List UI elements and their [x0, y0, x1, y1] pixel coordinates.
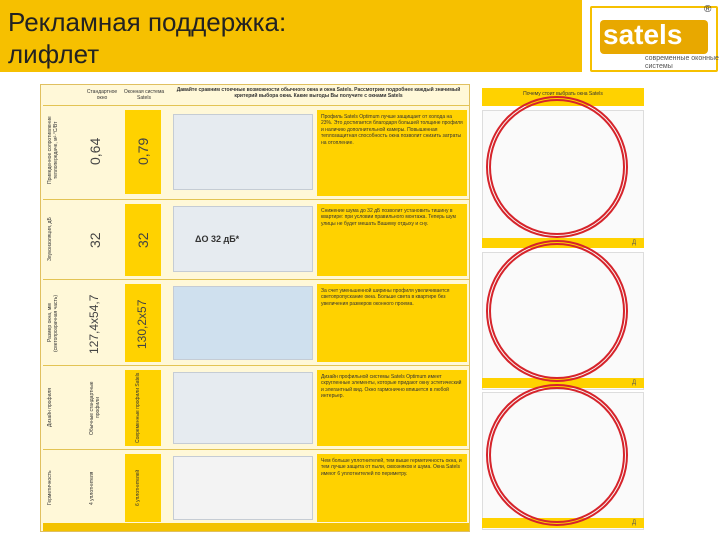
back-sign-2: Д [632, 380, 637, 386]
slide-title-line2: лифлет [8, 39, 100, 69]
leaflet-front [40, 84, 470, 532]
satels-value: 130,2х57 [135, 299, 149, 349]
leaflet-bottom-bar [43, 523, 469, 531]
row-thermal [43, 105, 469, 199]
standard-value: 127,4х54,7 [87, 294, 101, 354]
row-description: Профиль Satels Optimum лучше защищает от холода на 23%. Это достигается благодаря большей толщине профиля и наличию дополнительной камеры. Повышенная теплозащитная способность окна позволит снизить затраты на отопление. [317, 110, 467, 196]
row-label: Дизайн профиля [47, 388, 53, 428]
row-label: Герметичность [47, 470, 53, 506]
highlight-circle-3 [486, 384, 628, 526]
row-label: Звукоизоляция, дБ [47, 217, 53, 261]
highlight-circle-1 [486, 96, 628, 238]
row-description: За счет уменьшенной ширины профиля увеличивается светопропускание окна. Больше света в квартире без увеличения размеров оконного проема. [317, 284, 467, 362]
slide-title-line1: Рекламная поддержка: [8, 7, 287, 37]
city-view-image [173, 286, 313, 360]
satels-value: 6 уплотнителей [135, 469, 141, 507]
satels-value: Современные профили Satels [135, 372, 141, 444]
back-sign-3: Д [632, 520, 637, 526]
sound-badge: ΔO 32 дБ* [195, 234, 240, 244]
back-sign-1: Д [632, 240, 637, 246]
sound-wave-image [173, 206, 313, 272]
satels-value: 32 [135, 232, 151, 248]
row-label: Размер окна, мм (светопрозрачная часть) [47, 294, 59, 352]
row-description: Чем больше уплотнителей, тем выше герметичность окна, и тем лучше защита от пыли, сквозняков и шума. Окна Satels имеют 6 уплотнителей по периметру. [317, 454, 467, 522]
seal-comparison-image [173, 456, 313, 520]
col-head-standard: Стандартное окно [86, 89, 118, 101]
window-section-image [173, 114, 313, 190]
standard-value: 32 [87, 232, 103, 248]
standard-value: 4 уплотнителя [89, 471, 95, 505]
row-size [43, 279, 469, 365]
back-head: Почему стоит выбрать окна Satels [482, 88, 644, 106]
profile-cut-image [173, 372, 313, 444]
row-description: Дизайн профильной системы Satels Optimum имеет скругленные элементы, которые придают окну эстетический и элегантный вид. Окно гармонично впишется в любой интерьер. [317, 370, 467, 446]
row-design [43, 365, 469, 449]
slide-title [8, 6, 286, 70]
row-description: Снижение шума до 32 дБ позволит установить тишину в квартире: при условии правильного монтажа. Теперь шум улицы не будет мешать Вашему отдыху и сну. [317, 204, 467, 276]
standard-value: 0,64 [87, 137, 103, 165]
registered-mark: ® [704, 4, 712, 15]
col-head-satels: Оконная сиcтема Satels [123, 89, 165, 101]
satels-value: 0,79 [135, 137, 151, 165]
col-head-intro: Давайте сравним стоечные возможности обычного окна и окна Satels. Рассмотрим подробнее каждый значимый критерий выбора окна. Какие выгоды Вы получите с окнами Satels [176, 87, 461, 99]
row-label: Приведенное сопротивление теплопередаче, м²·°С/Вт [47, 116, 59, 184]
row-sound [43, 199, 469, 279]
logo-tagline: современные оконные системы [645, 55, 719, 70]
logo-brand-text: satels [603, 19, 683, 50]
highlight-circle-2 [486, 240, 628, 382]
standard-value: Обычные стандартные профили [89, 381, 101, 435]
row-seal [43, 449, 469, 525]
